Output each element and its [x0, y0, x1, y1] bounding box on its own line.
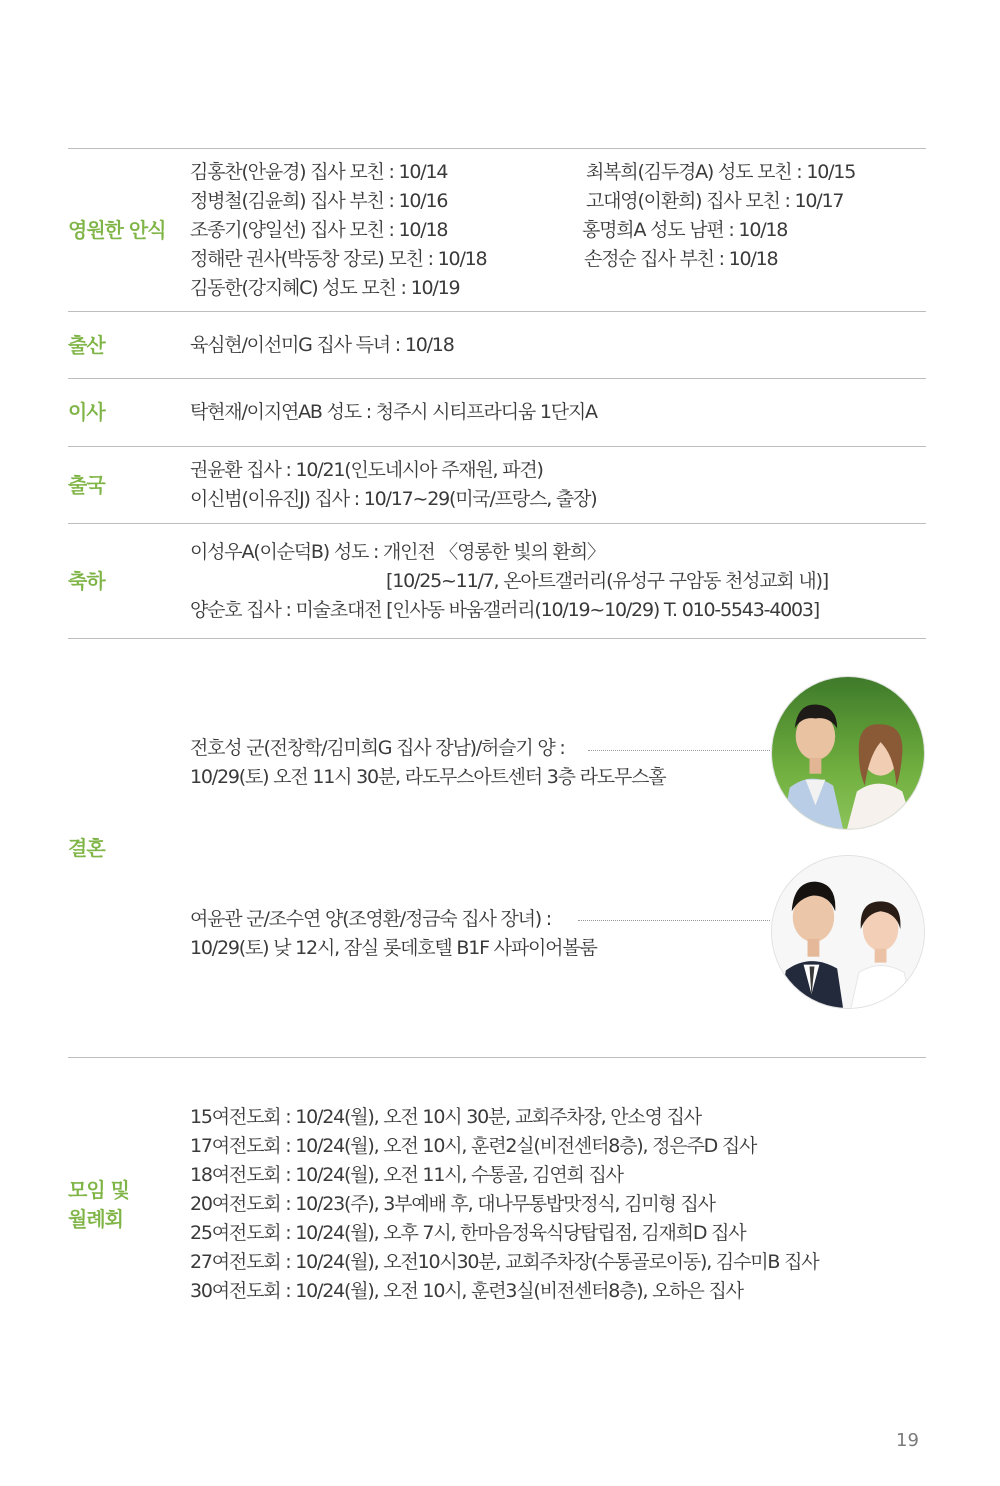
divider	[68, 523, 926, 524]
meeting-item: 15여전도회 : 10/24(월), 오전 10시 30분, 교회주차장, 안소영 집사	[190, 1106, 701, 1128]
divider	[68, 378, 926, 379]
couple-photo-2	[771, 855, 925, 1009]
condolence-item: 김동한(강지혜C) 성도 모친 : 10/19	[190, 277, 460, 299]
divider-top	[68, 148, 926, 149]
section-label-meetings-line1: 모임 및	[68, 1178, 129, 1202]
birth-item: 육심현/이선미G 집사 득녀 : 10/18	[190, 334, 454, 356]
couple-photo-2-illustration	[772, 856, 924, 1008]
condolence-item: 정해란 권사(박동창 장로) 모친 : 10/18	[190, 248, 487, 270]
meeting-item: 27여전도회 : 10/24(월), 오전10시30분, 교회주차장(수통골로이동), 김수미B 집사	[190, 1251, 819, 1273]
divider	[68, 446, 926, 447]
condolence-item: 정병철(김윤희) 집사 부친 : 10/16	[190, 190, 448, 212]
meeting-item: 20여전도회 : 10/23(주), 3부예배 후, 대나무통밥맛정식, 김미형 집사	[190, 1193, 715, 1215]
section-label-condolence: 영원한 안식	[68, 218, 166, 242]
section-label-departure: 출국	[68, 473, 105, 497]
section-label-wedding: 결혼	[68, 836, 105, 860]
section-label-moving: 이사	[68, 400, 105, 424]
wedding-entry-1-line2: 10/29(토) 오전 11시 30분, 라도무스아트센터 3층 라도무스홀	[190, 766, 666, 788]
congrats-item: [10/25~11/7, 온아트갤러리(유성구 구암동 천성교회 내)]	[386, 570, 829, 592]
section-label-birth: 출산	[68, 333, 105, 357]
divider	[68, 311, 926, 312]
condolence-item: 홍명희A 성도 남편 : 10/18	[582, 219, 788, 241]
departure-item: 이신범(이유진J) 집사 : 10/17~29(미국/프랑스, 출장)	[190, 488, 597, 510]
wedding-entry-2-line2: 10/29(토) 낮 12시, 잠실 롯데호텔 B1F 사파이어볼룸	[190, 937, 597, 959]
moving-item: 탁현재/이지연AB 성도 : 청주시 시티프라디움 1단지A	[190, 401, 597, 423]
meeting-item: 25여전도회 : 10/24(월), 오후 7시, 한마음정육식당탑립점, 김재희D 집사	[190, 1222, 746, 1244]
leader-dots	[578, 920, 770, 921]
section-label-congrats: 축하	[68, 569, 105, 593]
meeting-item: 17여전도회 : 10/24(월), 오전 10시, 훈련2실(비전센터8층), 정은주D 집사	[190, 1135, 757, 1157]
meeting-item: 18여전도회 : 10/24(월), 오전 11시, 수통골, 김연희 집사	[190, 1164, 623, 1186]
divider	[68, 638, 926, 639]
condolence-item: 손정순 집사 부친 : 10/18	[584, 248, 778, 270]
divider	[68, 1057, 926, 1058]
condolence-item: 최복희(김두경A) 성도 모친 : 10/15	[586, 161, 856, 183]
page-number: 19	[896, 1430, 919, 1451]
couple-photo-1-illustration	[772, 677, 924, 829]
congrats-item: 양순호 집사 : 미술초대전 [인사동 바움갤러리(10/19~10/29) T. 010-5543-4003]	[190, 599, 820, 621]
wedding-entry-1-line1: 전호성 군(전창학/김미희G 집사 장남)/허슬기 양 :	[190, 737, 565, 759]
meeting-item: 30여전도회 : 10/24(월), 오전 10시, 훈련3실(비전센터8층), 오하은 집사	[190, 1280, 743, 1302]
leader-dots	[588, 750, 770, 751]
wedding-entry-2-line1: 여윤관 군/조수연 양(조영환/정금숙 집사 장녀) :	[190, 908, 551, 930]
condolence-item: 고대영(이환희) 집사 모친 : 10/17	[586, 190, 844, 212]
condolence-item: 조종기(양일선) 집사 모친 : 10/18	[190, 219, 448, 241]
section-label-meetings-line2: 월례회	[68, 1207, 123, 1231]
departure-item: 권윤환 집사 : 10/21(인도네시아 주재원, 파견)	[190, 459, 543, 481]
condolence-item: 김홍찬(안윤경) 집사 모친 : 10/14	[190, 161, 448, 183]
couple-photo-1	[771, 676, 925, 830]
congrats-item: 이성우A(이순덕B) 성도 : 개인전 〈영롱한 빛의 환희〉	[190, 541, 605, 563]
